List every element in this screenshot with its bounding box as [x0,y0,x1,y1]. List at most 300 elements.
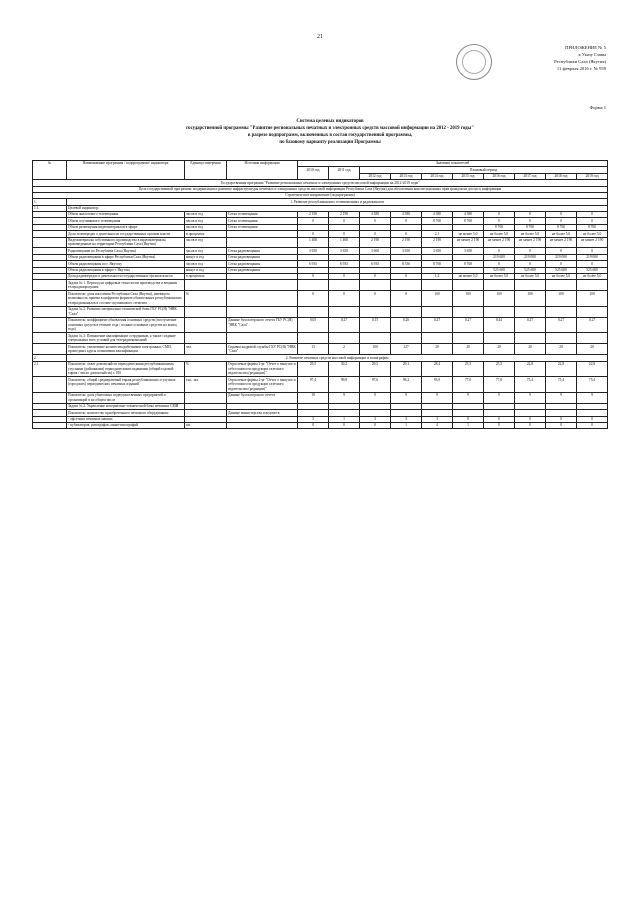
empty-cell [360,333,391,344]
indicator-name: Показатель: доля населения Республики Саха (Якутия), имеющего возможность приема в цифровом формате обязательных республиканских телерадиоканалов в составе спутникового сегмента [67,291,185,307]
indicator-value: 4 [422,422,453,428]
indicator-source: Сетка радиовещания [227,261,298,267]
indicator-value: 75,4 [546,377,577,393]
indicator-value: 96,2 [391,377,422,393]
title-line: Система целевых индикаторов [296,119,364,124]
indicator-value: 100 [484,291,515,307]
empty-cell [298,280,329,291]
empty-cell [577,280,608,291]
indicator-value: 0,27 [515,317,546,333]
indicator-value: 0 [546,218,577,224]
indicator-value: 2 [329,344,360,355]
empty-cell [227,333,298,344]
indicator-source: Сетка телевещания [227,212,298,218]
indicator-unit: минут в год [185,267,227,273]
indicator-value: 9 [577,392,608,403]
indicator-value: 0 [360,231,391,237]
indicator-value: не более 5,0 [515,231,546,237]
header-unit: Единица измерения [185,161,227,180]
indicator-value: 9 [453,392,484,403]
row-number [33,344,67,355]
indicator-source: Отраслевые формы 2-рг "Отчет о выпуске и себестоимости продукции газетного издательства (редакции)" [228,377,296,391]
indicator-value: 8 760 [453,261,484,267]
indicator-value: 22,8 [577,361,608,377]
indicator-value: не менее 2 190 [546,237,577,248]
indicator-value: 219 000 [515,254,546,260]
row-number: 2.1. [33,361,67,377]
empty-cell [329,280,360,291]
indicator-name: Объем спутникового телевещания [67,218,185,224]
indicator-value: 0,15 [360,317,391,333]
indicator-unit: чел. [185,344,227,355]
indicator-name: Доля телепередач о деятельности государственных органов власти [67,231,185,237]
indicator-value: не более 5,0 [484,231,515,237]
indicator-value: 525 600 [577,267,608,273]
indicator-value: 0 [360,273,391,279]
indicator-value: 0 [577,218,608,224]
indicator-unit: часов в год [185,248,227,254]
indicator-value: 219 000 [546,254,577,260]
indicator-value: 0 [329,218,360,224]
indicator-value: 8 760 [422,218,453,224]
empty-cell [515,306,546,317]
indicator-name: Объем размещения видеоматериалов в эфире [67,224,185,230]
empty-cell [484,306,515,317]
empty-cell [453,333,484,344]
indicator-name: Показатель: увеличение количества работников электронных СМИ, прошедших курсы повышения квалификации [67,344,185,355]
indicator-value: 0 [329,291,360,307]
indicator-value: 20 [515,344,546,355]
indicator-value: 3 [298,416,329,422]
indicator-value: 0 [546,422,577,428]
indicator-value: 100 [422,291,453,307]
indicator-value: 0 [329,231,360,237]
indicator-source: Отраслевые формы 2-рг "Отчет о выпуске и себестоимости продукции газетного издательства (редакции)" [228,362,296,376]
indicator-value: 0 [515,416,546,422]
empty-cell [546,280,577,291]
indicator-value: 0 [577,416,608,422]
indicator-value: 8 760 [515,224,546,230]
row-number: 1. [33,199,67,205]
empty-cell [453,280,484,291]
indicator-value: 0 [329,422,360,428]
indicator-value: 9 [360,392,391,403]
indicator-value: 2 190 [422,237,453,248]
indicator-unit: в процентах [185,231,227,237]
indicator-value: 77,0 [453,377,484,393]
indicator-value: 22,8 [546,361,577,377]
appendix-block [490,44,606,72]
indicator-value: 1 460 [298,237,329,248]
indicator-value: 0 [391,273,422,279]
header-year: 2016 год [484,173,515,179]
indicator-name: Показатель: количество приобретенного печатного оборудования: [67,410,185,416]
indicator-value: 30,2 [329,361,360,377]
indicator-value: 0 [546,261,577,267]
indicator-value: 0,27 [422,317,453,333]
official-seal-stamp [456,44,492,80]
table-row [33,291,608,307]
indicator-name: Объем радиовещания в эфире Республики Саха (Якутия) [67,254,185,260]
indicator-name: - публиаторов, ризографов, мини-типографий [67,422,185,428]
indicator-unit: минут в год [185,254,227,260]
indicator-value: 6 935 [298,261,329,267]
table-body [33,180,608,429]
task-name: Задача № 3. Повышение квалификации сотрудников, а также создание специальных всех условий для телерадиокомпаний [67,333,185,344]
header-year: 2012 год [360,173,391,179]
empty-cell [227,306,298,317]
indicator-value: 1,2 [422,273,453,279]
indicator-source [227,422,298,428]
indicator-source: Сетка телевещания [227,224,298,230]
indicator-value: не более 5,0 [546,231,577,237]
table-row [33,344,608,355]
empty-cell [185,306,227,317]
indicator-name: Показатель: коэффициент обновления основных средств (поступление основных средств в течение года / полные основные средства на конец года) [67,317,185,333]
indicator-unit [185,317,227,333]
indicator-unit: % [185,291,227,307]
row-number [33,377,67,393]
indicator-value: 0 [298,218,329,224]
empty-cell [546,306,577,317]
appendix-line: ПРИЛОЖЕНИЕ № 5 [565,45,606,50]
indicator-unit: в процентах [185,273,227,279]
empty-cell [422,280,453,291]
indicator-value: 0 [515,212,546,218]
indicator-value: 9 [484,392,515,403]
indicator-value: не более 5,0 [515,273,546,279]
indicator-value: 28,4 [422,361,453,377]
indicator-value: 0 [453,416,484,422]
row-number [33,422,67,428]
indicator-value: 3 [360,416,391,422]
indicator-source: Данные министерства и ведомств [227,410,298,416]
indicator-value: 525 600 [484,267,515,273]
indicator-value: 8 760 [484,224,515,230]
appendix-line: 11 февраля 2016 г. № 939 [556,66,606,71]
empty-cell [360,306,391,317]
indicator-value: 1 [391,422,422,428]
indicator-value: 4 380 [422,212,453,218]
full-width-row-text: Стратегическое направление (подпрограмма) [33,192,608,198]
indicator-value: 0 [298,422,329,428]
indicator-value: не менее 2 190 [515,237,546,248]
indicator-value: 3 [391,416,422,422]
row-number [33,392,67,403]
row-number [33,237,67,248]
empty-cell [577,306,608,317]
indicator-value: 10 [298,392,329,403]
appendix-line: Республики Саха (Якутия) [554,59,606,64]
indicator-source [227,237,298,248]
indicator-value: 77,0 [484,377,515,393]
section-heading: 1. Развитие республиканских телевизионных и радиоканалов [67,199,608,205]
indicator-value: 0 [329,273,360,279]
title-line: в разрезе подпрограмм, включенных в состав государственной программы, [247,133,413,138]
indicator-value: 3 650 [453,248,484,254]
indicator-value: 0,26 [391,317,422,333]
indicator-value: 100 [453,291,484,307]
indicator-value: 0 [360,422,391,428]
indicator-value: 93,9 [422,377,453,393]
indicator-value: 1 460 [329,237,360,248]
indicator-value: 0,27 [546,317,577,333]
header-year: 2015 год [453,173,484,179]
indicator-value: 9 [422,392,453,403]
indicator-value: 100 [515,291,546,307]
indicator-value: 97,6 [360,377,391,393]
table-row [33,280,608,291]
empty-cell [422,306,453,317]
header-planned: Плановый период [360,167,608,173]
indicator-value: не более 5,0 [546,273,577,279]
indicator-unit: % [185,361,227,377]
indicator-value: 4 380 [360,212,391,218]
indicator-value: 0 [577,422,608,428]
indicator-value: 0 [577,261,608,267]
indicator-name: Объем аналогового телевещания [67,212,185,218]
indicator-value: 9 [329,392,360,403]
indicator-value: 219 600 [484,254,515,260]
indicator-value: 9 [515,392,546,403]
indicator-value: 75,4 [577,377,608,393]
row-number: 2. [33,355,67,361]
indicator-value: 25,5 [453,361,484,377]
indicator-value: 20 [577,344,608,355]
header-year: 2010 год [298,167,329,180]
indicator-value: 0,27 [577,317,608,333]
indicator-unit: часов в год [185,237,227,248]
indicator-value: 8 760 [577,224,608,230]
empty-cell [391,333,422,344]
indicator-value: 2,1 [422,231,453,237]
indicator-name: - офсетных печатных машин; [67,416,185,422]
empty-cell [546,333,577,344]
indicator-source: Сетка радиовещания [227,248,298,254]
header-no: № [33,161,67,180]
indicator-value: 0 [546,416,577,422]
indicator-value: 0 [484,422,515,428]
indicator-source: Справка кадровой службы ГБУ РС(Я) "НВК "Саха" [228,344,296,354]
indicators-table [32,160,608,429]
indicator-value: 97,4 [298,377,329,393]
indicator-value: 29,1 [391,361,422,377]
indicator-value: 9 [546,392,577,403]
row-number [33,291,67,307]
indicator-value: 0,27 [329,317,360,333]
indicator-value: не менее 2 190 [577,237,608,248]
full-width-row-text: Государственная программа "Развитие региональных печатных и электронных средств массовой информации на 2012-2019 годы" [33,180,608,186]
page-number: 21 [317,34,323,40]
indicator-name: Показатель: общий среднеразовый тираж республиканских и улусных (городских) периодических печатных изданий [67,377,185,393]
indicator-value: 0 [298,291,329,307]
section-heading: 2. Развитие печатных средств массовой информации и полиграфии [67,355,608,361]
indicator-value: 20 [546,344,577,355]
indicator-value: 2 190 [360,237,391,248]
indicator-unit [185,392,227,403]
empty-cell [422,333,453,344]
indicator-name: Объем радиовещания по г. Якутску [67,261,185,267]
empty-cell [227,280,298,291]
indicator-value: 0 [484,248,515,254]
indicator-value: 0 [515,261,546,267]
indicator-value: 0 [484,212,515,218]
row-number: 1.1. [33,205,67,211]
indicator-value: 22,8 [515,361,546,377]
row-number [33,317,67,333]
header-year: 2018 год [546,173,577,179]
indicator-value: 3 [422,416,453,422]
indicator-value: 525 600 [546,267,577,273]
table-row [33,317,608,333]
empty-cell [515,333,546,344]
indicator-value: 0 [360,218,391,224]
indicator-source: Сетка телевещания [227,218,298,224]
indicator-value: 0 [484,218,515,224]
appendix-line: к Указу Главы [578,52,606,57]
header-year: 2011 год [329,167,360,180]
indicator-value: 0 [391,218,422,224]
indicator-source: Данные бухгалтерского отчета ГБУ РС(Я) "НВК "Саха" [227,317,298,333]
indicator-value: 6 935 [360,261,391,267]
indicator-value: 8 760 [422,261,453,267]
table-row [33,392,608,403]
task-name: Задача № 2. Развитие материально-технической базы ГБУ РС(Я) "НВК "Саха" [67,306,185,317]
indicator-source: Сетка радиовещания [227,254,298,260]
indicator-unit: часов в год [185,224,227,230]
indicator-value: 25,5 [484,361,515,377]
indicator-value: 3 650 [391,248,422,254]
header-year: 2013 год [391,173,422,179]
indicator-value: 0 [484,261,515,267]
indicator-value: не более 5,0 [577,273,608,279]
header-year: 2017 год [515,173,546,179]
indicator-unit: часов в год [185,261,227,267]
indicator-name: Радиовещание по Республике Саха (Якутия) [67,248,185,254]
indicator-name: Объем радиовещания в эфире г. Якутска [67,267,185,273]
indicator-value: 127 [391,344,422,355]
indicator-value: 8 536 [391,261,422,267]
empty-cell [298,333,329,344]
indicator-value: 29,5 [298,361,329,377]
form-label: Форма 1 [589,105,606,110]
title-line: по базовому варианту реализации Программы [279,140,381,145]
indicator-value: 0 [391,291,422,307]
indicator-value: 9 [391,392,422,403]
empty-cell [577,333,608,344]
indicator-value: 75,4 [515,377,546,393]
indicator-value: 29,5 [360,361,391,377]
indicator-value: не менее 2 190 [453,237,484,248]
indicator-value: не более 5,0 [484,273,515,279]
indicator-value: 20 [484,344,515,355]
empty-cell [329,333,360,344]
empty-cell [360,280,391,291]
indicator-value: 100 [360,344,391,355]
indicator-value: 2 190 [391,237,422,248]
indicator-unit: часов в год [185,212,227,218]
table-row [33,377,608,393]
indicator-value: 20 [453,344,484,355]
indicator-value: не менее 5,0 [453,231,484,237]
indicator-value: 0,05 [298,317,329,333]
indicator-source: Сетка радиовещания [227,267,298,273]
indicator-value: 100 [546,291,577,307]
indicator-value: 0 [515,422,546,428]
header-year: 2019 год [577,173,608,179]
empty-cell [484,280,515,291]
table-row [33,422,608,428]
indicator-value: 3 650 [422,248,453,254]
empty-cell [391,280,422,291]
indicator-unit: часов в год [185,218,227,224]
row-number [33,280,67,291]
indicator-value: 6 935 [329,261,360,267]
empty-cell [185,280,227,291]
indicator-value: 0 [391,231,422,237]
indicator-value: 219 000 [577,254,608,260]
indicator-value: 4 380 [391,212,422,218]
empty-cell [329,306,360,317]
indicator-unit: шт. [185,422,227,428]
indicator-value: 0 [546,212,577,218]
indicator-value: не менее 2 190 [484,237,515,248]
table-row [33,361,608,377]
table-row [33,333,608,344]
header-year: 2014 год [422,173,453,179]
indicator-value: 3 660 [360,248,391,254]
row-number [33,333,67,344]
indicator-value: 2 190 [329,212,360,218]
indicator-value: 1 [329,416,360,422]
empty-cell [185,333,227,344]
indicator-value: 99,8 [329,377,360,393]
indicator-value: 4 380 [453,212,484,218]
indicator-value: 3 650 [329,248,360,254]
indicator-value: 0 [360,291,391,307]
indicator-value: 20 [422,344,453,355]
indicator-value: 0 [298,273,329,279]
indicator-value: не менее 5,0 [453,273,484,279]
indicator-name: Показатель: доля убыточных подведомственных предприятий и организаций в их общем числе [67,392,185,403]
empty-cell [391,306,422,317]
indicator-value: 0 [577,212,608,218]
indicator-value: 0 [577,248,608,254]
full-width-row-text: Цель государственной программы: модернизация и развитие инфраструктуры печатных и электронных средств массовой информации Республики Саха (Якутия) для обеспечения конституционных прав граждан на доступ к информации [33,186,608,192]
indicator-value: 13 [298,344,329,355]
indicator-value: 0 [484,416,515,422]
empty-cell [515,280,546,291]
indicator-unit: тыс. экз. [185,377,227,393]
indicator-value: 100 [577,291,608,307]
header-name: Наименование программы / подпрограммы/ индикатора [67,161,185,180]
empty-cell [298,306,329,317]
indicator-value: 8 760 [453,218,484,224]
indicator-value: 3 650 [298,248,329,254]
indicator-value: 0,27 [453,317,484,333]
indicator-value: не более 5,0 [577,231,608,237]
empty-cell [484,333,515,344]
indicator-source: Данные бухгалтерского отчета [227,392,298,403]
task-name: Задача № 1. Переход на цифровые технологии производства и вещания телерадиопрограмм [67,280,185,291]
table-row [33,237,608,248]
table-row [33,306,608,317]
indicator-source [227,291,298,307]
indicator-value: 1 [453,422,484,428]
indicator-value: 525 600 [515,267,546,273]
indicator-value: 2 190 [298,212,329,218]
indicator-value: 8 760 [546,224,577,230]
